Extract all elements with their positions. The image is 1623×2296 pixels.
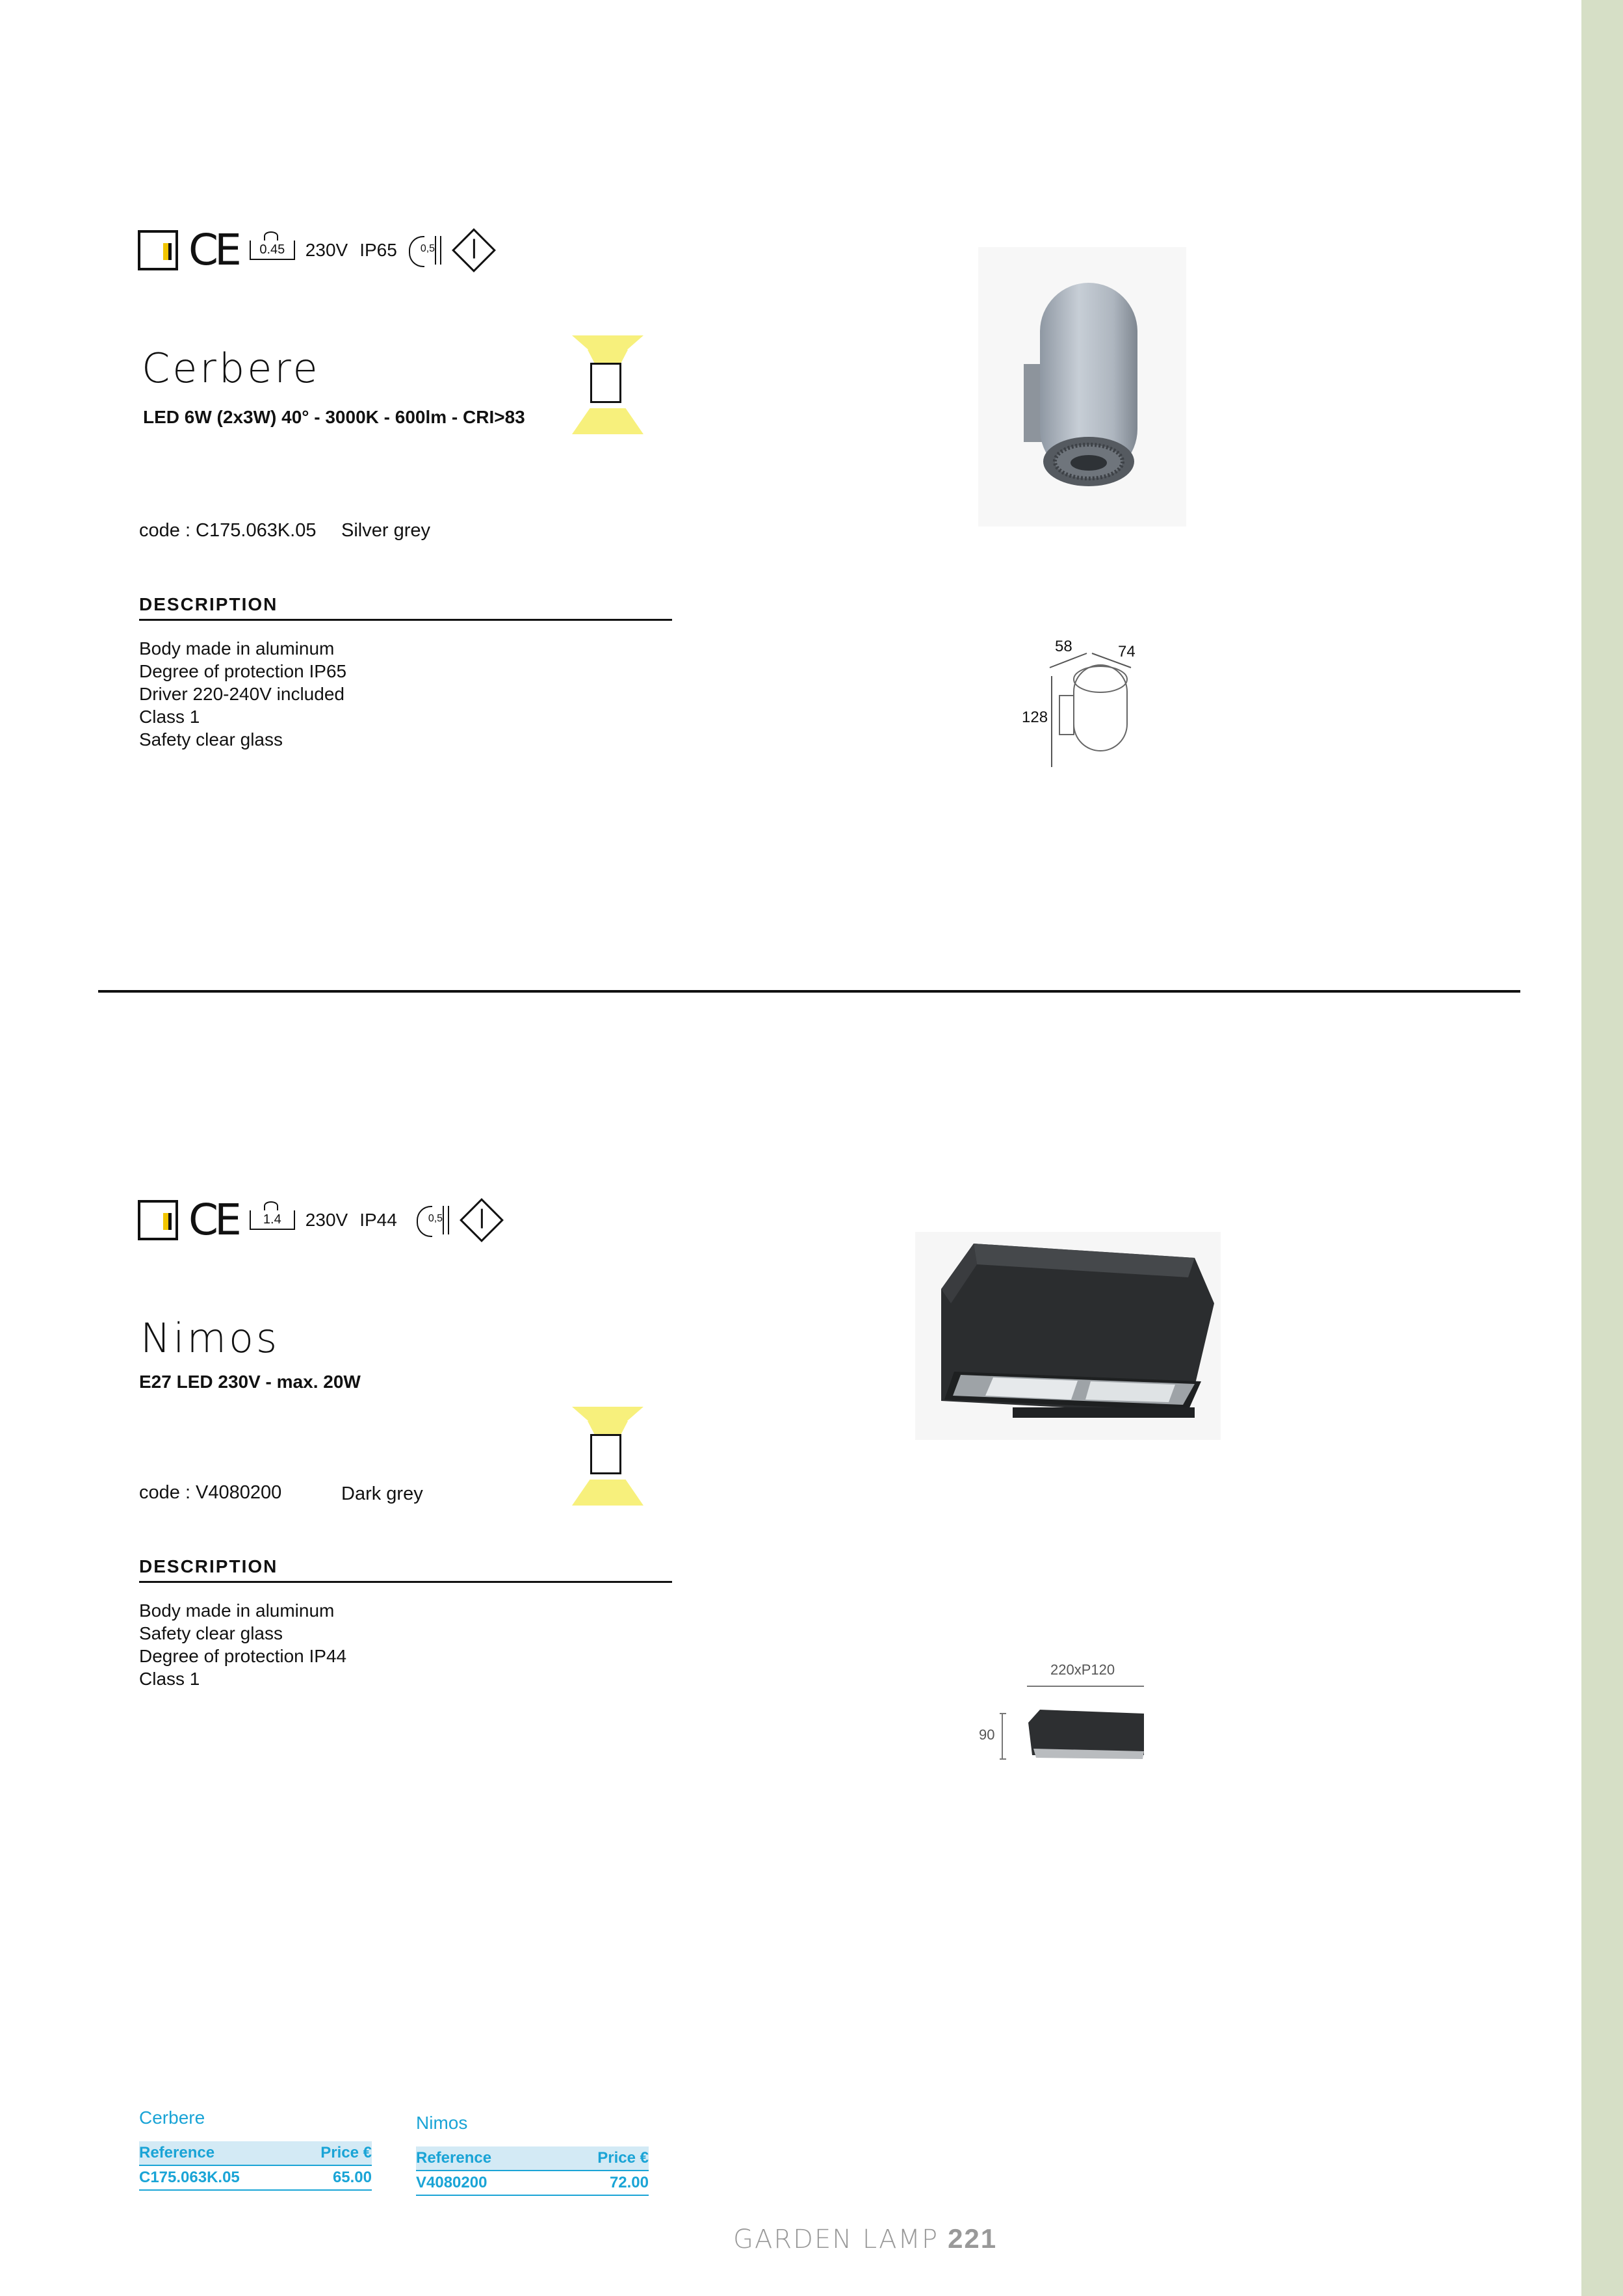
- product-name: Nimos: [140, 1314, 280, 1362]
- beam-direction-icon: [572, 1407, 643, 1506]
- column-reference: Reference: [416, 2149, 492, 2167]
- product-code: code : V4080200: [139, 1482, 282, 1503]
- price-table: [416, 2146, 649, 2196]
- weight-icon: 0.45: [250, 241, 295, 260]
- product-photo: [915, 1232, 1221, 1440]
- table-header: [139, 2141, 372, 2166]
- list-item: Class 1: [139, 707, 200, 727]
- product-color: Dark grey: [341, 1483, 423, 1504]
- product-photo: [978, 247, 1186, 527]
- price-cell: 65.00: [332, 2169, 372, 2186]
- column-price: Price €: [320, 2144, 372, 2161]
- class-symbol-icon: [138, 1200, 178, 1240]
- dimension-drawing: [974, 1658, 1156, 1775]
- price-table-title: Nimos: [416, 2113, 468, 2133]
- list-item: Degree of protection IP65: [139, 661, 347, 681]
- certification-icons: [138, 224, 489, 276]
- list-item: Safety clear glass: [139, 729, 283, 750]
- table-row: [416, 2171, 649, 2196]
- page-edge-band: [1581, 0, 1623, 2296]
- list-item: Body made in aluminum: [139, 1600, 335, 1621]
- description-list: [139, 1599, 346, 1690]
- fixture-warning-icon: [460, 1198, 504, 1242]
- dimension-height: 90: [979, 1727, 995, 1743]
- voltage-label: 230V: [305, 240, 348, 260]
- list-item: Safety clear glass: [139, 1623, 283, 1643]
- beam-direction-icon: [572, 335, 643, 434]
- min-distance-icon: 0,5: [417, 1203, 450, 1237]
- min-distance-icon: 0,5: [409, 233, 443, 267]
- price-table: [139, 2141, 372, 2191]
- dimension-drawing: [1014, 634, 1157, 777]
- footer-section: GARDEN LAMP: [733, 2224, 939, 2254]
- list-item: Body made in aluminum: [139, 638, 335, 659]
- column-reference: Reference: [139, 2144, 215, 2161]
- list-item: Degree of protection IP44: [139, 1646, 347, 1666]
- product-spec: E27 LED 230V - max. 20W: [139, 1372, 361, 1392]
- price-table-cerbere: [139, 2107, 372, 2191]
- certification-icons: [138, 1194, 497, 1246]
- dimension-depth: 74: [1118, 643, 1136, 660]
- price-cell: 72.00: [609, 2174, 649, 2191]
- price-table-title: Cerbere: [139, 2107, 205, 2128]
- ip-rating-label: IP65: [359, 240, 397, 260]
- page-number: 221: [948, 2223, 998, 2254]
- table-header: [416, 2146, 649, 2171]
- price-table-nimos: [416, 2113, 649, 2196]
- column-price: Price €: [597, 2149, 649, 2167]
- product-name: Cerbere: [142, 345, 320, 392]
- ce-mark-icon: CE: [188, 225, 238, 275]
- reference-cell: V4080200: [416, 2174, 487, 2191]
- dimension-width-depth: 220xP120: [1050, 1662, 1115, 1678]
- list-item: Class 1: [139, 1669, 200, 1689]
- list-item: Driver 220-240V included: [139, 684, 344, 704]
- dimension-height: 128: [1022, 709, 1048, 726]
- voltage-label: 230V: [305, 1210, 348, 1230]
- ip-rating-label: IP44: [359, 1210, 397, 1230]
- product-color: Silver grey: [341, 520, 430, 541]
- class-symbol-icon: [138, 230, 178, 270]
- dimension-width: 58: [1055, 638, 1072, 655]
- product-spec: LED 6W (2x3W) 40° - 3000K - 600lm - CRI>83: [143, 407, 525, 427]
- description-heading: DESCRIPTION: [139, 1556, 672, 1583]
- description-list: [139, 637, 346, 751]
- section-divider: [98, 990, 1520, 993]
- ce-mark-icon: CE: [188, 1195, 238, 1245]
- page-footer: [733, 2223, 997, 2254]
- product-code: code : C175.063K.05: [139, 520, 317, 541]
- reference-cell: C175.063K.05: [139, 2169, 240, 2186]
- weight-icon: 1.4: [250, 1210, 295, 1230]
- description-heading: DESCRIPTION: [139, 594, 672, 621]
- fixture-warning-icon: [452, 228, 496, 272]
- table-row: [139, 2166, 372, 2191]
